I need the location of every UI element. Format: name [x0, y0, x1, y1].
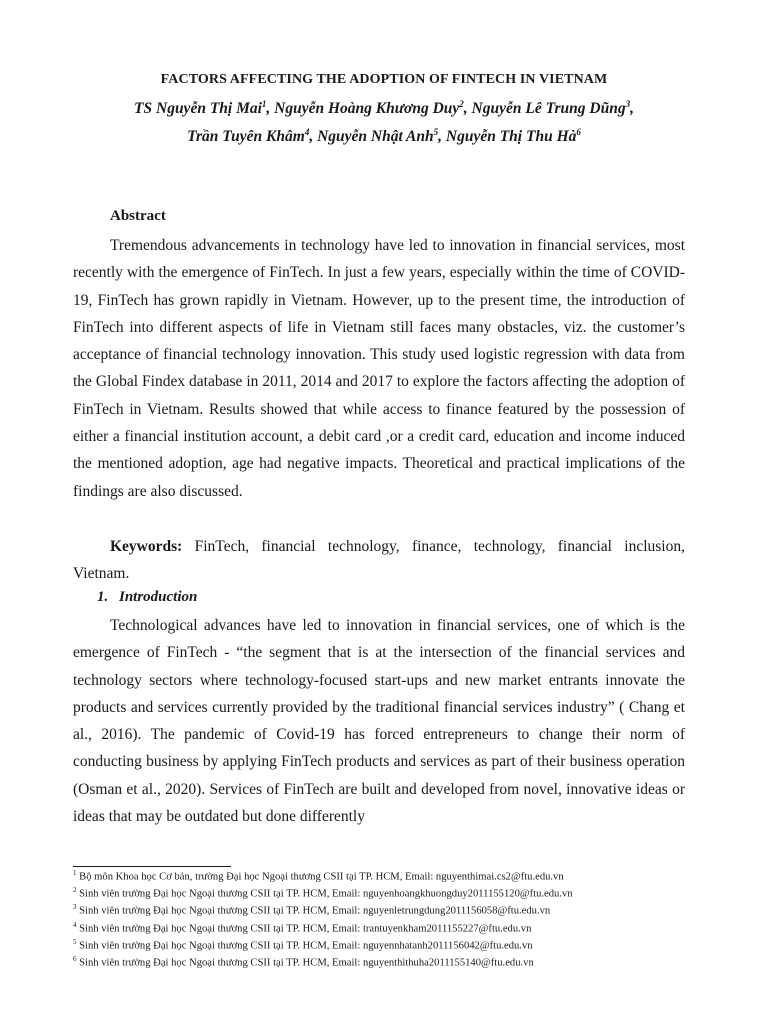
abstract-text: Tremendous advancements in technology have led to innovation in financial services, most recently with the emergence of FinTech. In just a few years, especially within the time of COVID-19, FinTech has grown rapidly in Vietnam. However, up to the present time, the introduction of FinTech into different aspects of life in Vietnam still faces many obstacles, viz. the customer’s acceptance of financial technology innovation. This study used logistic regression with data from the Global Findex database in 2011, 2014 and 2017 to explore the factors affecting the adoption of FinTech in Vietnam. Results showed that while access to finance featured by the possession of either a financial institution account, a debit card ,or a credit card, education and income induced the mentioned adoption, age had negative impacts. Theoretical and practical implications of the findings are also discussed. — [73, 237, 685, 500]
paper-title: FACTORS AFFECTING THE ADOPTION OF FINTECH IN VIETNAM — [160, 72, 608, 87]
author-footnote-mark[interactable]: 2 — [459, 99, 464, 109]
footnote-item — [73, 867, 713, 884]
footnote-mark: 4 — [73, 920, 77, 929]
footnote-text: Sinh viên trường Đại học Ngoại thương CSII tại TP. HCM, Email: trantuyenkham2011155227@ftu.edu.vn — [76, 923, 532, 935]
footnote-text: Bộ môn Khoa học Cơ bản, trường Đại học Ngoại thương CSII tại TP. HCM, Email: nguyenthimai.cs2@ftu.edu.vn — [76, 871, 564, 883]
author-name: TS Nguyễn Thị Mai — [134, 100, 262, 118]
abstract-heading: Abstract — [110, 208, 166, 224]
author-name: Nguyễn Hoàng Khương Duy — [274, 100, 460, 118]
section-heading-introduction — [97, 589, 197, 606]
author-name: Nguyễn Nhật Anh — [317, 128, 434, 146]
section-title: Introduction — [119, 589, 198, 605]
author-footnote-mark[interactable]: 5 — [433, 127, 439, 137]
author-separator: , — [438, 128, 446, 146]
author-footnote-mark[interactable]: 4 — [304, 127, 310, 137]
footnote-mark: 6 — [73, 955, 77, 964]
author-separator: , — [309, 128, 318, 146]
author-list-line-1 — [0, 99, 768, 118]
footnote-text: Sinh viên trường Đại học Ngoại thương CSII tại TP. HCM, Email: nguyenletrungdung2011156058@ftu.edu.vn — [76, 906, 551, 917]
footnote-mark: 3 — [73, 903, 77, 912]
footnote-item — [73, 953, 713, 970]
footnote-text: Sinh viên trường Đại học Ngoại thương CSII tại TP. HCM, Email: nguyennhatanh2011156042@ftu.edu.vn — [76, 940, 533, 952]
author-footnote-mark[interactable]: 1 — [261, 99, 267, 109]
footnote-mark: 1 — [73, 869, 77, 877]
footnote-item — [73, 936, 713, 953]
footnote-item — [73, 919, 713, 936]
footnote-text: Sinh viên trường Đại học Ngoại thương CSII tại TP. HCM, Email: nguyenthithuha2011155140@ftu.edu.vn — [76, 957, 534, 969]
keywords-label: Keywords: — [110, 538, 183, 555]
author-footnote-mark[interactable]: 3 — [625, 99, 631, 109]
footnote-item — [73, 884, 713, 901]
author-separator: , — [463, 100, 472, 118]
footnote-mark: 5 — [73, 937, 77, 946]
footnote-text: Sinh viên trường Đại học Ngoại thương CSII tại TP. HCM, Email: nguyenhoangkhuongduy2011155120@ftu.edu.vn — [76, 888, 573, 900]
keywords-paragraph — [73, 533, 685, 588]
section-number: 1. — [97, 589, 109, 605]
footnote-item — [73, 901, 713, 918]
author-name: Nguyễn Thị Thu Hà — [445, 128, 577, 146]
introduction-text: Technological advances have led to innovation in financial services, one of which is the emergence of FinTech - “the segment that is at the intersection of the financial services and technology sectors where technology-focused start-ups and new market entrants innovate the products and services currently provided by the traditional financial services industry” ( Chang et al., 2016). The pandemic of Covid-19 has forced entrepreneurs to change their norm of conducting business by applying FinTech products and services as part of their business operation (Osman et al., 2020). Services of FinTech are built and developed from novel, innovative ideas or ideas that may be outdated but done differently — [73, 617, 685, 826]
footnote-list — [73, 867, 713, 970]
author-separator: , — [630, 100, 634, 118]
author-name: Nguyễn Lê Trung Dũng — [471, 100, 626, 118]
footnote-mark: 2 — [73, 886, 77, 895]
author-separator: , — [266, 100, 275, 118]
author-list-line-2 — [0, 127, 768, 146]
author-name: Trần Tuyên Khâm — [187, 128, 305, 146]
author-footnote-mark[interactable]: 6 — [576, 127, 581, 137]
keywords-text: FinTech, financial technology, finance, technology, financial inclusion, Vietnam. — [73, 538, 685, 583]
